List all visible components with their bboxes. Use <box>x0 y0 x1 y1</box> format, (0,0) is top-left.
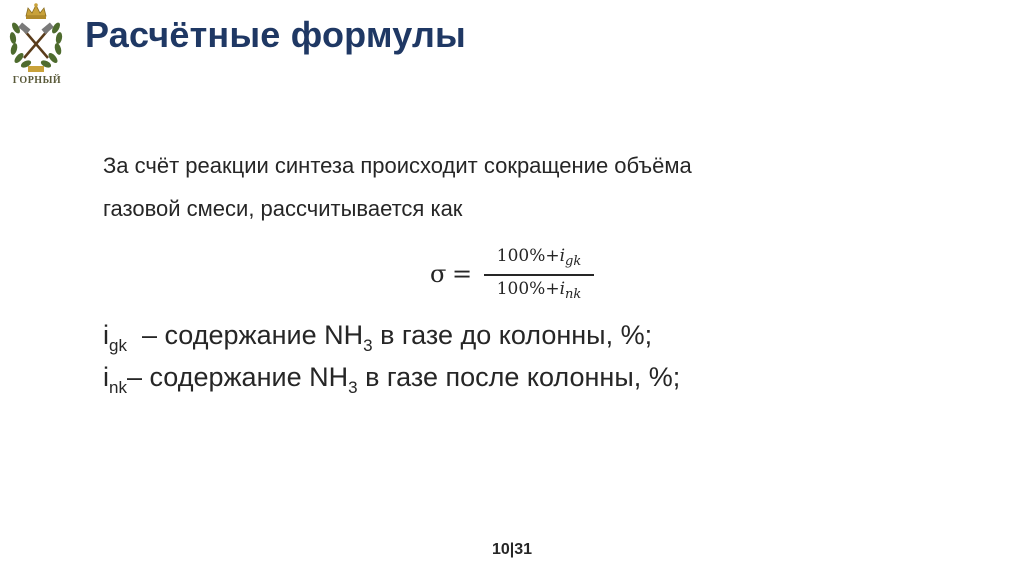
def-symbol: i <box>103 362 109 392</box>
def-text-before: – содержание NH <box>126 362 349 392</box>
fraction-bar <box>484 274 594 276</box>
def-text-after: в газе до колонны, %; <box>372 320 653 350</box>
def-symbol-sub: nk <box>109 378 127 397</box>
paragraph-line-2: газовой смеси, рассчитывается как <box>103 196 463 221</box>
denominator-sub: nk <box>565 287 582 302</box>
slide-title: Расчётные формулы <box>85 14 466 55</box>
page-total: 31 <box>514 541 533 558</box>
numerator-text: 100%+ <box>496 246 560 266</box>
mining-university-emblem-icon <box>4 2 68 76</box>
formula-numerator <box>484 246 594 269</box>
university-logo <box>4 2 68 88</box>
page-current: 10 <box>491 541 510 558</box>
numerator-sub: gk <box>565 254 582 269</box>
page-separator: | <box>509 541 515 558</box>
def-text-before: – содержание NH <box>126 320 364 350</box>
definition-igk <box>103 320 903 355</box>
def-chem-sub: 3 <box>348 378 358 397</box>
def-symbol: i <box>103 320 109 350</box>
def-text-after: в газе после колонны, %; <box>357 362 681 392</box>
formula-equals: = <box>452 260 473 288</box>
denominator-var: i <box>559 279 566 299</box>
denominator-text: 100%+ <box>496 279 560 299</box>
def-chem-sub: 3 <box>363 336 373 355</box>
paragraph-line-1: За счёт реакции синтеза происходит сокращение объёма <box>103 153 692 178</box>
page-number <box>0 541 1024 559</box>
logo-caption: ГОРНЫЙ <box>12 75 62 86</box>
def-symbol-sub: gk <box>109 336 127 355</box>
numerator-var: i <box>559 246 566 266</box>
definition-ink <box>103 362 903 397</box>
formula-lhs: σ <box>430 260 447 288</box>
formula-denominator <box>484 279 594 302</box>
